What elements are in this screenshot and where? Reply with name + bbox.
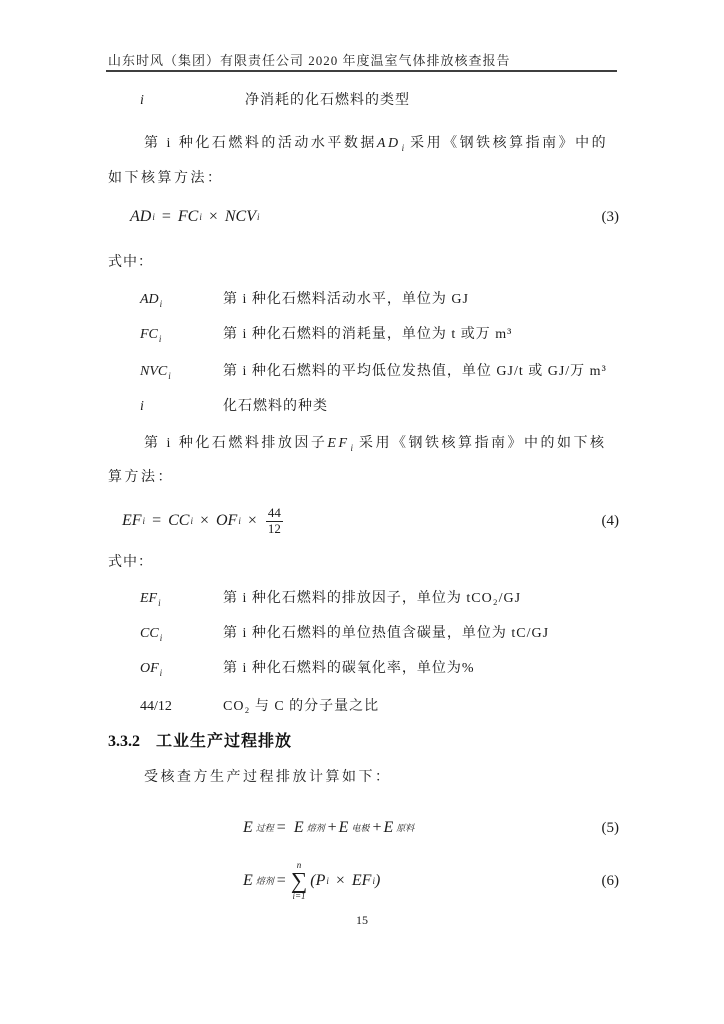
times-sign: × bbox=[208, 208, 218, 225]
paragraph-emission-factor-line2 bbox=[108, 468, 619, 488]
section-heading bbox=[108, 732, 619, 752]
term-CC: CC bbox=[140, 626, 159, 641]
paragraph-activity-data-line1: 第 i 种化石燃料的活动水平数据$AD_i$ 采用《钢铁核算指南》中的 bbox=[144, 136, 609, 153]
equals-sign: = bbox=[152, 512, 162, 529]
var-NCV: NCV bbox=[224, 208, 256, 225]
equation-number: (6) bbox=[601, 873, 619, 889]
plus-sign: + bbox=[372, 819, 382, 836]
paragraph-text: 第 i 种化石燃料排放因子 bbox=[144, 436, 328, 451]
section-title: 工业生产过程排放 bbox=[156, 733, 293, 750]
header-title: 山东时风（集团）有限责任公司 2020 年度温室气体排放核查报告 bbox=[108, 53, 511, 68]
close-paren: ) bbox=[374, 872, 381, 889]
term-FC: FC bbox=[140, 327, 158, 342]
paragraph-text: 采用《钢铁核算指南》中的如下核 bbox=[353, 436, 607, 451]
section-number: 3.3.2 bbox=[108, 733, 140, 750]
paragraph-text: 如下核算方法： bbox=[108, 171, 224, 186]
definition-row-44-12 bbox=[108, 697, 619, 717]
term-OF: OF bbox=[140, 661, 159, 676]
formula-4: EF i = CC i × OF i × $\frac{44}{12}$ (4) bbox=[122, 504, 619, 536]
times-sign: × bbox=[247, 512, 257, 529]
times-sign: × bbox=[335, 872, 345, 889]
where-label-2: 式中： bbox=[108, 555, 153, 570]
definition-row-EFi: $EF_i$ 第 i 种化石燃料的排放因子，单位为 tCO₂/GJ bbox=[140, 591, 522, 608]
header-rule bbox=[106, 70, 617, 72]
var-E-electrode: E bbox=[338, 819, 349, 836]
formula-6: E 熔剂 = n ∑ i=1 ( P i × EF i ) (6) bbox=[243, 860, 619, 901]
var-EF: EF bbox=[351, 872, 372, 889]
var-AD: AD bbox=[130, 208, 152, 225]
equals-sign: = bbox=[276, 819, 286, 836]
formula-5: E 过程 = E 熔剂 + E 电极 + E 原料 (5) bbox=[243, 819, 619, 836]
open-paren: ( bbox=[310, 872, 316, 889]
times-sign: × bbox=[199, 512, 209, 529]
paragraph-process-emission bbox=[108, 768, 619, 788]
definition-text: 第 i 种化石燃料的单位热值含碳量，单位为 tC/GJ bbox=[223, 626, 550, 641]
paragraph-text: 采用《钢铁核算指南》中的 bbox=[404, 136, 609, 151]
var-E-rawmaterial: E bbox=[383, 819, 394, 836]
paragraph-activity-data-line2 bbox=[108, 169, 619, 189]
where-label-1: 式中： bbox=[108, 255, 153, 270]
definition-text: 第 i 种化石燃料的消耗量，单位为 t 或万 m³ bbox=[223, 327, 513, 342]
equation-number: (3) bbox=[601, 209, 619, 225]
term-44-12: 44/12 bbox=[140, 699, 172, 714]
definition-text: 净消耗的化石燃料的类型 bbox=[245, 93, 410, 108]
var-EF: EF bbox=[327, 436, 350, 451]
term-i: i bbox=[140, 399, 144, 414]
definition-text: CO₂ 与 C 的分子量之比 bbox=[223, 699, 380, 714]
paragraph-text: 第 i 种化石燃料的活动水平数据 bbox=[144, 136, 377, 151]
term-NVC: NVC bbox=[140, 364, 168, 379]
equation-number: (4) bbox=[601, 513, 619, 529]
definition-text: 第 i 种化石燃料活动水平，单位为 GJ bbox=[223, 292, 469, 307]
equals-sign: = bbox=[276, 872, 286, 889]
page-number: 15 bbox=[356, 913, 368, 927]
term-EF: EF bbox=[140, 591, 158, 606]
var-E-flux: E bbox=[293, 819, 304, 836]
paragraph-text: 受核查方生产过程排放计算如下： bbox=[144, 770, 392, 785]
summation-symbol: n ∑ i=1 bbox=[290, 860, 308, 901]
equals-sign: = bbox=[161, 208, 171, 225]
var-P: P bbox=[315, 872, 326, 889]
paragraph-text: 算方法： bbox=[108, 470, 174, 485]
term-AD: AD bbox=[140, 292, 159, 307]
paragraph-emission-factor-line1: 第 i 种化石燃料排放因子$EF_i$ 采用《钢铁核算指南》中的如下核 bbox=[144, 436, 607, 453]
definition-text: 第 i 种化石燃料的平均低位发热值，单位 GJ/t 或 GJ/万 m³ bbox=[223, 364, 607, 379]
definition-row-fuel-type bbox=[108, 91, 619, 111]
definition-text: 第 i 种化石燃料的碳氧化率，单位为% bbox=[223, 661, 475, 676]
definition-text: 第 i 种化石燃料的排放因子，单位为 tCO₂/GJ bbox=[223, 591, 522, 606]
var-FC: FC bbox=[177, 208, 199, 225]
plus-sign: + bbox=[327, 819, 337, 836]
definition-row-CCi: $CC_i$ 第 i 种化石燃料的单位热值含碳量，单位为 tC/GJ bbox=[140, 626, 550, 643]
definition-row-FCi: $FC_i$ 第 i 种化石燃料的消耗量，单位为 t 或万 m³ bbox=[140, 327, 513, 344]
equation-number: (5) bbox=[601, 820, 619, 836]
definition-row-ADi: $AD_i$ 第 i 种化石燃料活动水平，单位为 GJ bbox=[140, 292, 469, 309]
definition-row-NVCi: $NVC_i$ 第 i 种化石燃料的平均低位发热值，单位 GJ/t 或 GJ/万 m³ bbox=[140, 364, 607, 381]
definition-row-i bbox=[108, 397, 619, 417]
definition-text: 化石燃料的种类 bbox=[223, 399, 328, 414]
var-AD: AD bbox=[376, 136, 401, 151]
definition-row-OFi: $OF_i$ 第 i 种化石燃料的碳氧化率，单位为% bbox=[140, 661, 475, 678]
formula-3: AD i = FC i × NCV i (3) bbox=[130, 208, 619, 225]
fraction-44-12: $\frac{44}{12}$ bbox=[267, 504, 281, 536]
var-CC: CC bbox=[168, 512, 190, 529]
term-i: i bbox=[140, 93, 144, 108]
var-E-flux: E bbox=[243, 872, 253, 889]
var-OF: OF bbox=[215, 512, 238, 529]
var-E-process: E bbox=[243, 819, 253, 836]
var-EF: EF bbox=[122, 512, 142, 529]
